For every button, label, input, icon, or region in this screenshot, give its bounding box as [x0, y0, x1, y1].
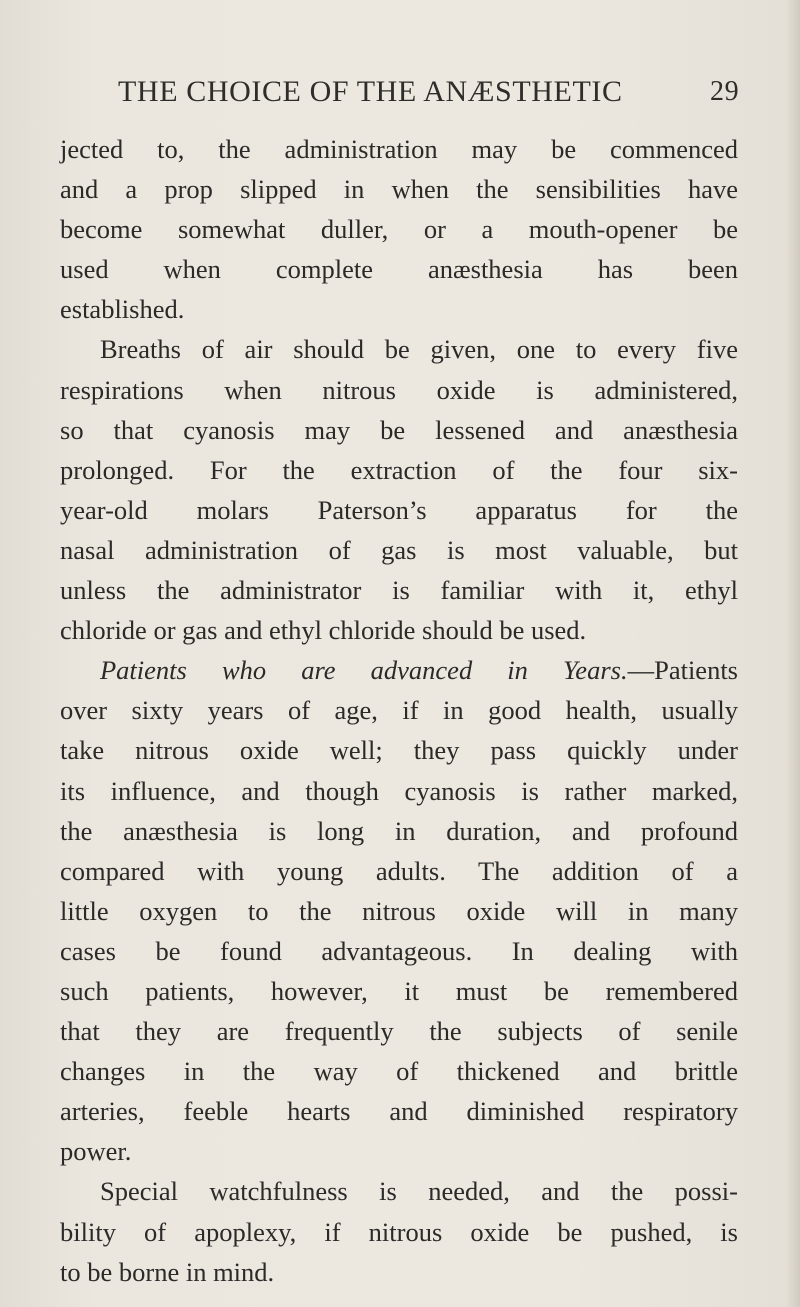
text-line: power. [60, 1136, 132, 1167]
text-line: established. [60, 294, 185, 325]
text-line: cases be found advantageous. In dealing with [60, 935, 738, 966]
text-line: so that cyanosis may be lessened and anæsthesia [60, 414, 738, 445]
running-head-title: THE CHOICE OF THE ANÆSTHETIC [118, 75, 623, 108]
text-line: Special watchfulness is needed, and the possi- [100, 1176, 738, 1207]
text-line: and a prop slipped in when the sensibilities have [60, 174, 738, 205]
text-line: used when complete anæsthesia has been [60, 254, 738, 285]
text-line [60, 650, 738, 690]
text-line: such patients, however, it must be remembered [60, 975, 738, 1006]
section-heading-italic: Patients who are advanced in Years. [100, 655, 628, 686]
text-line: Breaths of air should be given, one to every five [100, 334, 738, 365]
text-line: nasal administration of gas is most valuable, but [60, 534, 738, 565]
text-line: that they are frequently the subjects of senile [60, 1016, 738, 1047]
text-line: become somewhat duller, or a mouth-opener be [60, 214, 738, 245]
text-line: the anæsthesia is long in duration, and profound [60, 815, 738, 846]
text-line: its influence, and though cyanosis is rather marked, [60, 775, 738, 806]
text-line: arteries, feeble hearts and diminished respiratory [60, 1096, 738, 1127]
page-edge-shadow [786, 0, 800, 1307]
page-number: 29 [710, 76, 740, 107]
text-line: prolonged. For the extraction of the four six- [60, 454, 738, 485]
text-line: to be borne in mind. [60, 1256, 275, 1287]
body-text [60, 129, 738, 1292]
text-line: jected to, the administration may be commenced [60, 134, 738, 164]
text-line: unless the administrator is familiar with it, ethyl [60, 575, 738, 606]
text-line-rest: —Patients [627, 655, 738, 686]
text-line: bility of apoplexy, if nitrous oxide be pushed, is [60, 1216, 738, 1247]
text-line: year-old molars Paterson’s apparatus for the [60, 494, 738, 525]
text-line: changes in the way of thickened and brittle [60, 1056, 738, 1087]
text-line: little oxygen to the nitrous oxide will in many [60, 895, 738, 926]
text-line: respirations when nitrous oxide is administered, [60, 374, 738, 405]
text-line: chloride or gas and ethyl chloride should be used. [60, 615, 587, 646]
running-head [118, 70, 740, 114]
text-line: take nitrous oxide well; they pass quickly under [60, 735, 738, 766]
text-line: over sixty years of age, if in good health, usually [60, 695, 738, 726]
text-line: compared with young adults. The addition of a [60, 855, 738, 886]
